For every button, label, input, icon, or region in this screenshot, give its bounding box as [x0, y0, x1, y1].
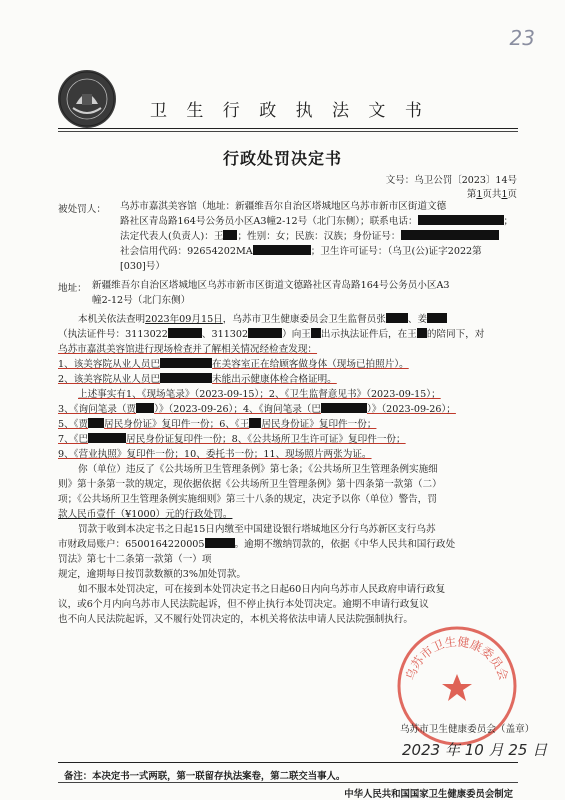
t: ，乌苏市卫生健康委员会卫生监督员张 [222, 314, 386, 325]
party-line: 路社区青岛路164号公务员小区A3幢2-12号（北门东侧）；联系电话： ； [120, 216, 514, 227]
address-label: 地址： [58, 283, 87, 294]
t: 、311302 [201, 329, 249, 340]
page-count-suffix: 页 [507, 189, 517, 200]
page-number-mark: 23 [509, 26, 535, 50]
t: 、姜 [407, 314, 428, 325]
appeal-line: 议，或6个月内向乌苏市人民法院起诉，但不停止执行本处罚决定。逾期不申请行政复议 [58, 599, 429, 610]
violation-line: 款人民币壹仟（¥1000）元的行政处罚。 [58, 509, 233, 520]
redaction [136, 403, 154, 413]
party-line-text: 法定代表人(负责人)：王 [120, 231, 224, 242]
page-count-page: 1 [476, 189, 483, 200]
party-line-text: 社会信用代码：92654202MA [120, 246, 253, 257]
evidence-line [58, 402, 524, 417]
party-label: 被处罚人： [58, 204, 106, 215]
t: 居民身份证复印件一份；8、《公共场所卫生许可证》复印件一份； [126, 434, 406, 445]
redaction [321, 403, 367, 413]
t: 市财政局账户：6500164220005 [58, 539, 205, 550]
remarks-note: 备注：本决定书一式两联，第一联留存执法案卷，第二联交当事人。 [64, 771, 346, 782]
redaction [88, 433, 126, 443]
header-title: 卫 生 行 政 执 法 文 书 [150, 101, 429, 121]
t: 2、该美容院从业人员巴 [58, 374, 161, 385]
header-rule [58, 128, 518, 129]
violation-line: 项；《公共场所卫生管理条例实施细则》第三十八条的规定，决定予以你（单位）警告，罚 [58, 494, 437, 505]
party-line [120, 229, 520, 244]
address-line: 幢2-12号（北门东侧） [92, 295, 191, 306]
t: （执法证件号：3113022 [58, 329, 168, 340]
page-count [467, 186, 517, 200]
redaction [311, 328, 321, 338]
bottom-rule-thin [58, 782, 518, 783]
finding-line [58, 312, 524, 327]
t: 1、该美容院从业人员巴 [58, 359, 161, 370]
evidence-line: 上述事实有1、《现场笔录》（2023-09-15）；2、《卫生监督意见书》（2023-09-15）； [78, 389, 441, 400]
bottom-rule [58, 762, 518, 763]
address-line: 新疆维吾尔自治区塔城地区乌苏市新市区街道文德路社区青岛路164号公务员小区A3 [92, 280, 450, 291]
finding-line [58, 372, 524, 387]
violation-line: 你（单位）违反了《公共场所卫生管理条例》第七条；《公共场所卫生管理条例实施细 [78, 464, 438, 475]
issuer-footer: 中华人民共和国国家卫生健康委员会制定 [344, 789, 513, 800]
redaction [88, 418, 104, 428]
evidence-line [58, 432, 524, 447]
header-rule-thin [58, 131, 518, 132]
document-number-label: 文号： [385, 175, 415, 186]
t: 7、《巴 [58, 434, 89, 445]
t: 出示执法证件后，在王 [320, 329, 417, 340]
t: ）向王 [282, 329, 311, 340]
document-number-value: 乌卫公罚〔2023〕14号 [414, 175, 517, 186]
party-line: 乌苏市嘉淇美容馆（地址：新疆维吾尔自治区塔城地区乌苏市新市区街道文德 [120, 201, 447, 212]
redaction [168, 328, 202, 338]
t: 2023年09月15日 [145, 314, 223, 325]
redaction [427, 313, 447, 323]
signing-organization: 乌苏市卫生健康委员会（盖章） [400, 724, 535, 735]
redaction [160, 358, 212, 368]
page-count-prefix: 第 [466, 189, 477, 200]
t: 3、《询问笔录（贾 [58, 404, 137, 415]
appeal-line: 如不服本处罚决定，可在接到本处罚决定书之日起60日内向乌苏市人民政府申请行政复 [78, 584, 446, 595]
page-count-mid: 页共 [482, 189, 502, 200]
party-block [120, 199, 520, 274]
payment-line: 罚法》第七十二条第一款第（一）项 [58, 554, 212, 565]
handwritten-date: 2023 年 10 月 25 日 [402, 741, 548, 759]
page-count-total: 1 [501, 189, 508, 200]
party-line-text: ；卫生许可证号：（乌卫(公)证字2022第 [310, 246, 482, 257]
t: 居民身份证》复印件一份；6、《王 [104, 419, 250, 430]
t: ）》（2023-09-26）；4、《询问笔录（巴 [154, 404, 321, 415]
redaction [248, 328, 282, 338]
address-block [92, 278, 522, 308]
party-line [120, 244, 520, 259]
redaction [205, 538, 235, 548]
appeal-line: 也不向人民法院起诉，又不履行处罚决定的，本机关将依法申请人民法院强制执行。 [58, 614, 413, 625]
party-line-text: 路社区青岛路164号公务员小区A3幢2-12号（北门东侧）；联系电话： [120, 216, 418, 227]
redaction [223, 230, 237, 240]
t: ）》（2023-09-26）； [367, 404, 456, 415]
violation-line: 则》第十条第一款的规定，现依据依据《公共场所卫生管理条例》第十四条第一款第（二） [58, 479, 442, 490]
t: 在美容室正在给顾客做身体（现场已拍照片）。 [212, 359, 409, 370]
seal-text: 乌苏市卫生健康委员会 [403, 634, 511, 683]
redaction [160, 373, 212, 383]
t: 的陪同下，对 [426, 329, 485, 340]
redaction [417, 328, 427, 338]
health-supervision-emblem [58, 70, 116, 128]
redaction [418, 215, 504, 225]
party-line: [030]号） [120, 261, 165, 272]
document-number [386, 172, 517, 186]
t: 未能出示健康体检合格证明。 [212, 374, 337, 385]
evidence-line [58, 417, 524, 432]
redaction [249, 418, 261, 428]
redaction [253, 245, 311, 255]
finding-line [58, 357, 524, 372]
payment-line [58, 537, 524, 552]
t: 5、《贾 [58, 419, 89, 430]
t: 本机关依法查明 [78, 314, 146, 325]
redaction [386, 313, 408, 323]
document-title: 行政处罚决定书 [222, 149, 342, 168]
t: 。逾期不缴纳罚款的，依据《中华人民共和国行政处 [234, 539, 456, 550]
evidence-line: 9、《营业执照》复印件一份；10、委托书一份；11、现场照片两张为证。 [58, 449, 372, 460]
redaction [401, 230, 499, 240]
payment-line: 罚款于收到本决定书之日起15日内缴至中国建设银行塔城地区分行乌苏新区支行乌苏 [78, 524, 436, 535]
body-text [58, 312, 524, 627]
finding-line: 乌苏市嘉淇美容馆进行现场检查并了解相关情况经检查发现： [58, 344, 318, 355]
party-line-text: ；性别：女；民族：汉族；身份证号： [237, 231, 401, 242]
finding-line [58, 327, 524, 342]
t: 居民身份证》复印件一份； [261, 419, 377, 430]
payment-line: 规定，逾期每日按罚款数额的3%加处罚款。 [58, 569, 246, 580]
